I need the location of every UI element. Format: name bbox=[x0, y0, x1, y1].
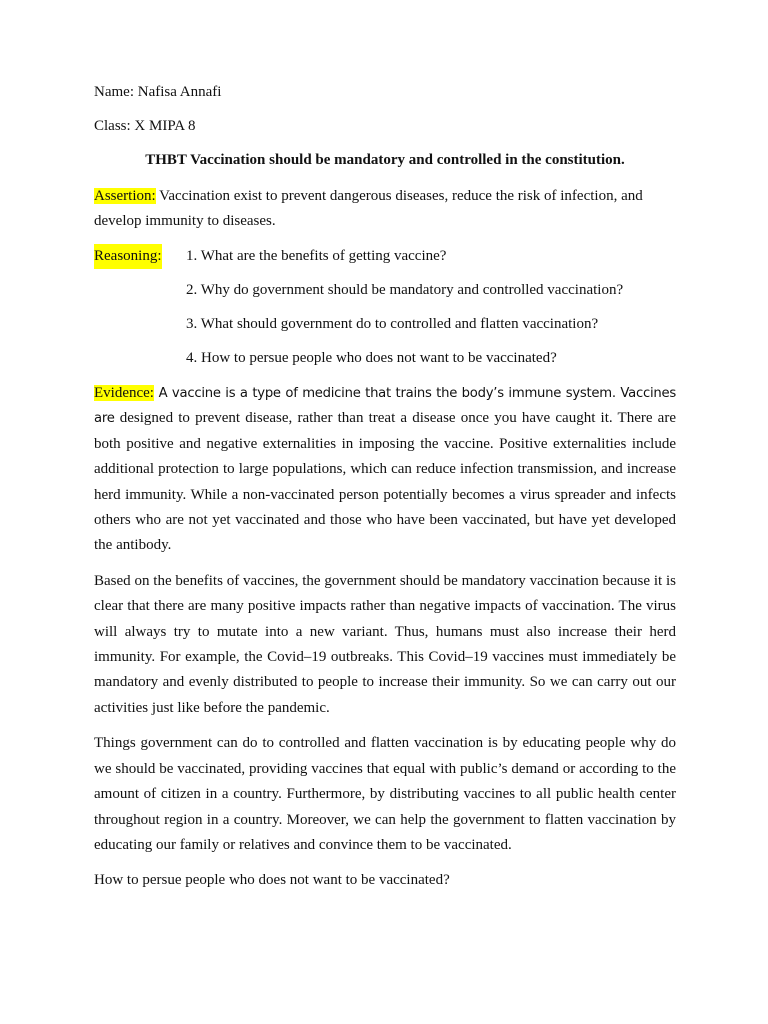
reasoning-item-2: 2. Why do government should be mandatory and controlled vaccination? bbox=[186, 282, 624, 298]
assertion-label: Assertion: bbox=[94, 188, 156, 204]
reasoning-list bbox=[186, 244, 676, 371]
reasoning-section bbox=[94, 244, 676, 371]
student-name: Name: Nafisa Annafi bbox=[94, 84, 222, 100]
government-actions-paragraph: Things government can do to controlled and flatten vaccination is by educating people why do we should be vaccinated, providing vaccines that equal with public’s demand or according to the amount of citizen in a country. Furthermore, by distributing vaccines to all public health center throughout region in a country. Moreover, we can help the government to flatten vaccination by educating our family or relatives and convince them to be vaccinated. bbox=[94, 735, 676, 853]
evidence-label: Evidence: bbox=[94, 385, 154, 401]
evidence-text: designed to prevent disease, rather than treat a disease once you have caught it. There are both positive and negative externalities in imposing the vaccine. Positive externalities include additional protection to large populations, which can reduce infection transmission, and increase herd immunity. While a non-vaccinated person potentially becomes a virus spreader and infects others who are not yet vaccinated and those who have been vaccinated, but have yet developed the antibody. bbox=[94, 410, 676, 554]
reasoning-item-1: 1. What are the benefits of getting vaccine? bbox=[186, 248, 447, 264]
persuasion-question: How to persue people who does not want to be vaccinated? bbox=[94, 872, 450, 889]
assertion-text: Vaccination exist to prevent dangerous diseases, reduce the risk of infection, and develop immunity to diseases. bbox=[94, 188, 643, 229]
student-class: Class: X MIPA 8 bbox=[94, 118, 196, 134]
motion-title: THBT Vaccination should be mandatory and controlled in the constitution. bbox=[145, 152, 625, 168]
document-page bbox=[94, 80, 676, 904]
evidence-paragraph bbox=[94, 381, 676, 559]
reasoning-item-3: 3. What should government do to controlled and flatten vaccination? bbox=[186, 316, 599, 332]
reasoning-label: Reasoning: bbox=[94, 244, 162, 269]
evidence-lead-text: A vaccine is a type of medicine that trains the body’s immune system. Vaccines are bbox=[94, 386, 676, 427]
reasoning-item-4: 4. How to persue people who does not want to be vaccinated? bbox=[186, 350, 557, 366]
benefits-paragraph: Based on the benefits of vaccines, the government should be mandatory vaccination because it is clear that there are many positive impacts rather than negative impacts of vaccination. The virus will always try to mutate into a new variant. Thus, humans must also increase their herd immunity. For example, the Covid–19 outbreaks. This Covid–19 vaccines must immediately be mandatory and evenly distributed to people to increase their immunity. So we can carry out our activities just like before the pandemic. bbox=[94, 572, 676, 716]
assertion-paragraph bbox=[94, 184, 676, 234]
